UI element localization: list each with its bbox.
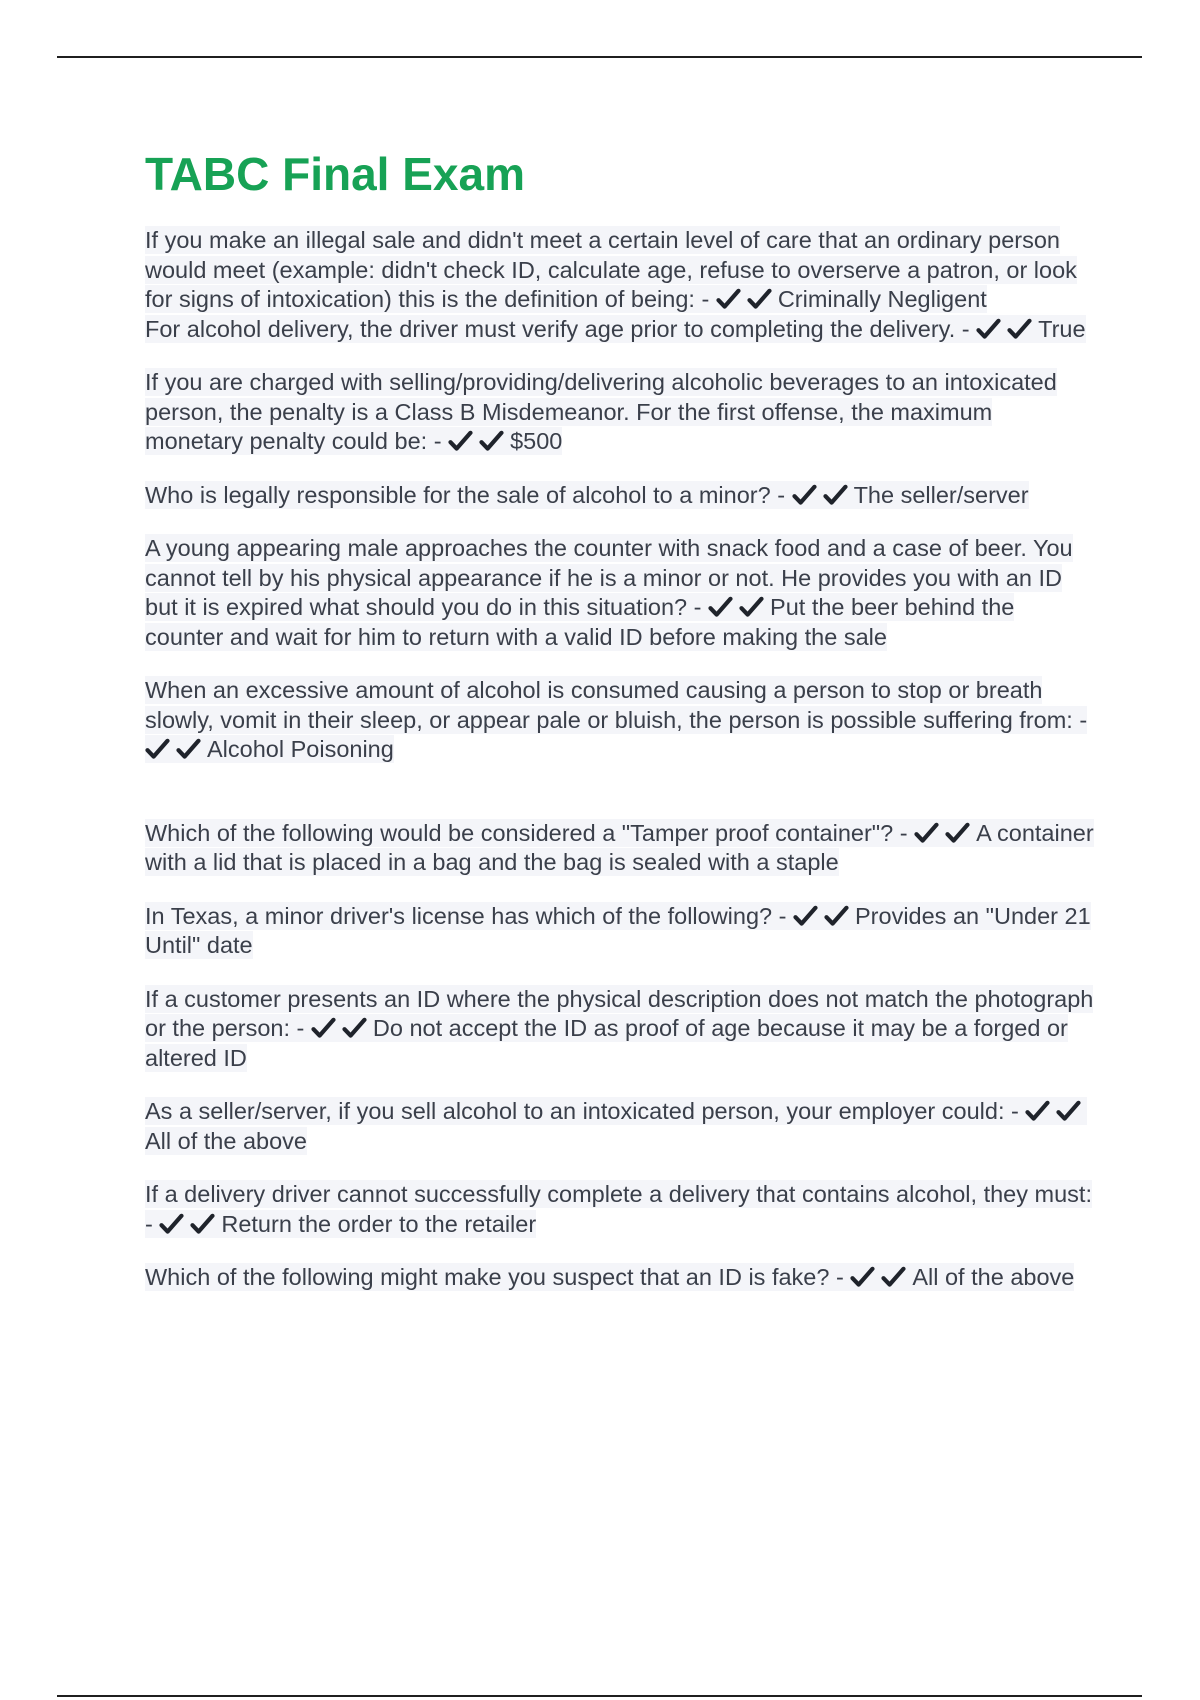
check-icon — [145, 738, 170, 760]
double-check-icon — [145, 736, 207, 762]
check-icon — [945, 822, 970, 844]
double-check-icon — [1025, 1098, 1087, 1124]
check-icon — [716, 288, 741, 310]
question-text: Which of the following might make you suspect that an ID is fake? - — [145, 1264, 851, 1290]
double-check-icon — [914, 820, 976, 846]
check-icon — [1007, 318, 1032, 340]
double-check-icon — [976, 316, 1038, 342]
question-text: As a seller/server, if you sell alcohol to an intoxicated person, your employer could: - — [145, 1098, 1026, 1124]
check-icon — [342, 1017, 367, 1039]
qa-item — [145, 1263, 1095, 1293]
answer-text: Provides an "Under 21 Until" date — [145, 902, 1091, 958]
answer-text: $500 — [510, 428, 563, 454]
answer-text: All of the above — [145, 1127, 307, 1154]
check-icon — [448, 430, 473, 452]
answer-text: Return the order to the retailer — [221, 1210, 537, 1237]
double-check-icon — [311, 1015, 373, 1041]
qa-item — [145, 819, 1095, 878]
question-text: For alcohol delivery, the driver must verify age prior to completing the delivery. - — [145, 315, 977, 342]
qa-item — [145, 534, 1095, 652]
double-check-icon — [708, 594, 770, 620]
check-icon — [311, 1017, 336, 1039]
qa-list — [145, 226, 1095, 1293]
answer-text: A container with a lid that is placed in a bag and the bag is sealed with a staple — [145, 819, 1094, 875]
double-check-icon — [793, 903, 855, 929]
check-icon — [708, 596, 733, 618]
qa-item — [145, 902, 1095, 961]
question-text: If you make an illegal sale and didn't meet a certain level of care that an ordinary person would meet (example: didn't check ID, calculate age, refuse to overserve a patron, or look for signs of intoxication) this is the definition of being: - — [145, 227, 1077, 312]
qa-item — [145, 368, 1095, 457]
check-icon — [159, 1213, 184, 1235]
check-icon — [850, 1266, 875, 1288]
answer-text: Criminally Negligent — [777, 286, 987, 312]
double-check-icon — [850, 1264, 912, 1290]
check-icon — [1056, 1100, 1081, 1122]
check-icon — [190, 1213, 215, 1235]
check-icon — [823, 484, 848, 506]
answer-text: Alcohol Poisoning — [207, 736, 394, 762]
check-icon — [1025, 1100, 1050, 1122]
question-text: When an excessive amount of alcohol is consumed causing a person to stop or breath slowly, vomit in their sleep, or appear pale or bluish, the person is possible suffering from: - — [145, 677, 1088, 733]
question-text: A young appearing male approaches the counter with snack food and a case of beer. You cannot tell by his physical appearance if he is a minor or not. He provides you with an ID but it is expired what should you do in this situation? - — [145, 535, 1073, 620]
double-check-icon — [159, 1211, 221, 1237]
double-check-icon — [716, 286, 778, 312]
check-icon — [479, 430, 504, 452]
answer-text: Do not accept the ID as proof of age because it may be a forged or altered ID — [145, 1015, 1068, 1071]
document-body — [145, 140, 1095, 1317]
check-icon — [793, 905, 818, 927]
qa-item — [145, 481, 1095, 511]
question-text: If you are charged with selling/providing/delivering alcoholic beverages to an intoxicated person, the penalty is a Class B Misdemeanor. For the first offense, the maximum monetary penalty could be: - — [145, 369, 1057, 454]
question-text: If a customer presents an ID where the physical description does not match the photograph or the person: - — [145, 985, 1094, 1041]
check-icon — [824, 905, 849, 927]
question-text: Which of the following would be considered a "Tamper proof container"? - — [145, 819, 915, 846]
answer-text: Put the beer behind the counter and wait for him to return with a valid ID before making the sale — [145, 594, 1015, 650]
bottom-rule — [57, 1695, 1142, 1697]
question-text: In Texas, a minor driver's license has which of the following? - — [145, 902, 793, 929]
check-icon — [176, 738, 201, 760]
qa-item — [145, 226, 1095, 315]
double-check-icon — [792, 482, 854, 508]
answer-text: The seller/server — [853, 481, 1029, 508]
qa-item — [145, 1180, 1095, 1239]
qa-item — [145, 1097, 1095, 1156]
check-icon — [881, 1266, 906, 1288]
question-text: If a delivery driver cannot successfully complete a delivery that contains alcohol, they must: - — [145, 1181, 1092, 1237]
qa-item — [145, 985, 1095, 1074]
double-check-icon — [448, 428, 510, 454]
qa-item — [145, 676, 1095, 765]
top-rule — [57, 56, 1142, 58]
check-icon — [914, 822, 939, 844]
check-icon — [792, 484, 817, 506]
answer-text: True — [1038, 315, 1086, 342]
question-text: Who is legally responsible for the sale of alcohol to a minor? - — [145, 481, 792, 508]
qa-item — [145, 315, 1095, 345]
check-icon — [747, 288, 772, 310]
check-icon — [976, 318, 1001, 340]
page-title: TABC Final Exam — [145, 148, 525, 200]
answer-text: All of the above — [912, 1264, 1075, 1290]
check-icon — [739, 596, 764, 618]
